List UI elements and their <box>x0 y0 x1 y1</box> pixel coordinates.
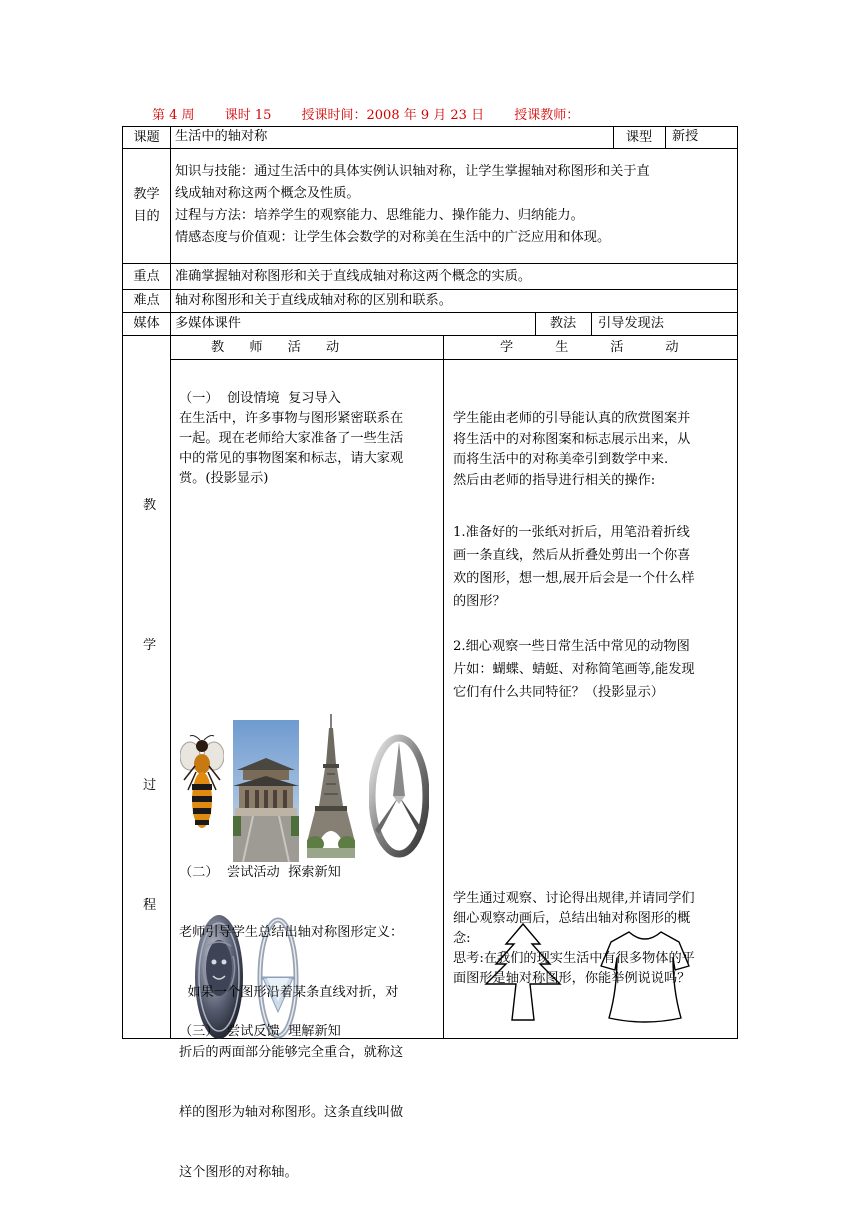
goal-label-2: 目的 <box>133 209 160 224</box>
method-value: 引导发现法 <box>598 316 664 331</box>
process-label-2: 学 <box>143 638 157 653</box>
goal-label-1: 教学 <box>133 187 160 202</box>
student-paragraph-1: 学生能由老师的引导能认真的欣赏图案并 将生活中的对称图案和标志展示出来，从 而将生活中的对称美牵引到数学中来. 然后由老师的指导进行相关的操作: <box>453 411 691 488</box>
bee-image <box>180 734 224 838</box>
header-teacher: 授课教师： <box>514 108 580 123</box>
palace-image <box>233 720 299 862</box>
row-process <box>122 336 738 1180</box>
media-value: 多媒体课件 <box>175 316 241 331</box>
teacher-section-1-text: 在生活中，许多事物与图形紧密联系在 一起。现在老师给大家准备了一些生活 中的常见的事物图案和标志，请大家观 赏。(投影显示) <box>179 411 404 486</box>
type-label: 课型 <box>625 129 653 145</box>
key-label: 重点 <box>133 268 160 284</box>
header-period: 课时 15 <box>224 108 272 123</box>
eiffel-tower-image <box>307 714 355 858</box>
process-label-4: 程 <box>143 898 157 913</box>
goal-line: 过程与方法：培养学生的观察能力、思维能力、操作能力、归纳能力。 <box>175 208 584 223</box>
teacher-section-3-title: （三） 尝试反馈 理解新知 <box>179 1024 341 1039</box>
goal-text <box>171 149 738 263</box>
row-topic <box>122 126 738 149</box>
header-date: 授课时间：2008 年 9 月 23 日 <box>301 108 485 123</box>
key-value: 准确掌握轴对称图形和关于直线成轴对称这两个概念的实质。 <box>175 269 532 284</box>
teacher-activity-head: 教 师 活 动 <box>171 336 443 360</box>
student-paragraph-4: 学生通过观察、讨论得出规律,并请同学们 细心观察动画后，总结出轴对称图形的概 念: 思考:在我们的现实生活中有很多物体的平 面图形是轴对称图形，你能举例说说吗？ <box>453 891 695 986</box>
student-paragraph-2: 1.准备好的一张纸对折后，用笔沿着折线 画一条直线，然后从折叠处剪出一个你喜 欢的图形，想一想,展开后会是一个什么样 的图形？ <box>453 525 695 609</box>
difficult-value: 轴对称图形和关于直线成轴对称的区别和联系。 <box>175 293 452 308</box>
row-goals <box>122 149 738 264</box>
teacher-section-2-title: （二） 尝试活动 探索新知 <box>179 865 341 880</box>
row-difficulty <box>122 290 738 313</box>
method-label: 教法 <box>549 316 577 331</box>
student-paragraph-3: 2.细心观察一些日常生活中常见的动物图 片如：蝴蝶、蜻蜓、对称简笔画等,能发现 它们有什么共同特征？（投影显示） <box>453 639 695 700</box>
lesson-plan-table <box>122 126 738 1180</box>
teacher-section-2-text: 老师引导学生总结出轴对称图形定义： 如果一个图形沿着某条直线对折，对 折后的两面部分能够完全重合，就称这 样的图形为轴对称图形。这条直线叫做 这个图形的对称轴。 <box>179 925 404 1180</box>
media-label: 媒体 <box>133 316 160 331</box>
teacher-section-1-title: （一） 创设情境 复习导入 <box>179 391 341 406</box>
process-label <box>123 336 170 1038</box>
mercedes-logo-image <box>369 734 429 858</box>
goal-line: 线成轴对称这两个概念及性质。 <box>175 186 360 201</box>
student-activity-head: 学 生 活 动 <box>444 336 738 360</box>
process-label-1: 教 <box>143 498 157 513</box>
type-value: 新授 <box>672 129 699 144</box>
row-media <box>122 313 738 336</box>
row-key-point <box>122 264 738 290</box>
lesson-header <box>152 104 579 123</box>
goal-line: 情感态度与价值观：让学生体会数学的对称美在生活中的广泛应用和体现。 <box>175 230 611 245</box>
difficult-label: 难点 <box>133 293 160 308</box>
goal-line: 知识与技能：通过生活中的具体实例认识轴对称，让学生掌握轴对称图形和关于直 <box>175 164 650 179</box>
header-week: 第 4 周 <box>152 108 195 123</box>
topic-value: 生活中的轴对称 <box>175 129 268 144</box>
goal-label <box>123 149 170 263</box>
topic-label: 课题 <box>133 129 160 145</box>
process-label-3: 过 <box>143 778 157 793</box>
